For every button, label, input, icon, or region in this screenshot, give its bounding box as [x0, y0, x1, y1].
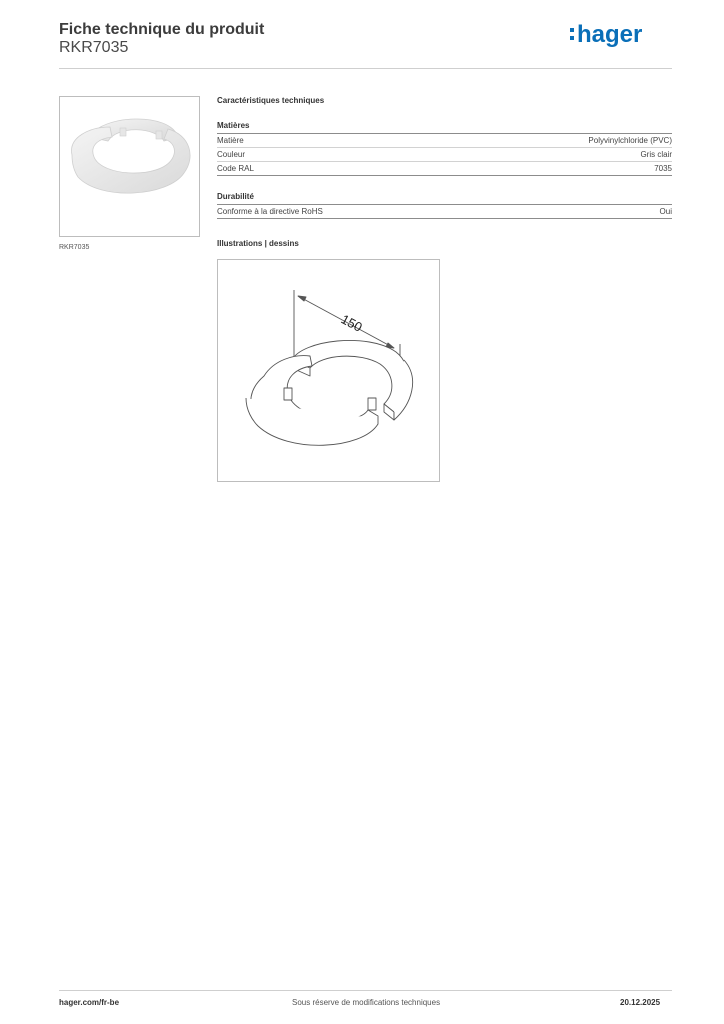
- table-row: [217, 205, 672, 219]
- illustrations-heading: Illustrations | dessins: [217, 239, 299, 248]
- row-value: Polyvinylchloride (PVC): [588, 136, 672, 145]
- footer-website-link[interactable]: hager.com/fr-be: [59, 998, 120, 1007]
- specs-heading: Caractéristiques techniques: [217, 96, 325, 105]
- row-label: Conforme à la directive RoHS: [217, 207, 323, 216]
- row-label: Couleur: [217, 150, 246, 159]
- photo-caption: RKR7035: [59, 244, 90, 251]
- footer-date: 20.12.2025: [620, 998, 661, 1007]
- table-row: [217, 134, 672, 148]
- dimension-label: 150: [338, 311, 365, 335]
- specifications: [217, 96, 672, 248]
- hager-logo: [568, 18, 658, 48]
- group-title-materials: Matières: [217, 121, 672, 134]
- table-row: [217, 148, 672, 162]
- footer-divider: [59, 990, 672, 991]
- product-photo: [59, 96, 200, 237]
- materials-table: [217, 134, 672, 176]
- durability-table: [217, 205, 672, 219]
- group-title-durability: Durabilité: [217, 192, 672, 205]
- row-label: Code RAL: [217, 164, 254, 173]
- page-title: Fiche technique du produit: [59, 21, 265, 38]
- technical-drawing: [217, 259, 440, 482]
- row-value: 7035: [654, 164, 672, 173]
- header-divider: [59, 68, 672, 69]
- logo-text: hager: [577, 21, 643, 48]
- row-value: Gris clair: [640, 150, 672, 159]
- product-code: RKR7035: [59, 39, 129, 56]
- row-label: Matière: [217, 136, 244, 145]
- footer-notice: Sous réserve de modifications techniques: [292, 998, 441, 1007]
- table-row: [217, 162, 672, 176]
- row-value: Oui: [659, 207, 672, 216]
